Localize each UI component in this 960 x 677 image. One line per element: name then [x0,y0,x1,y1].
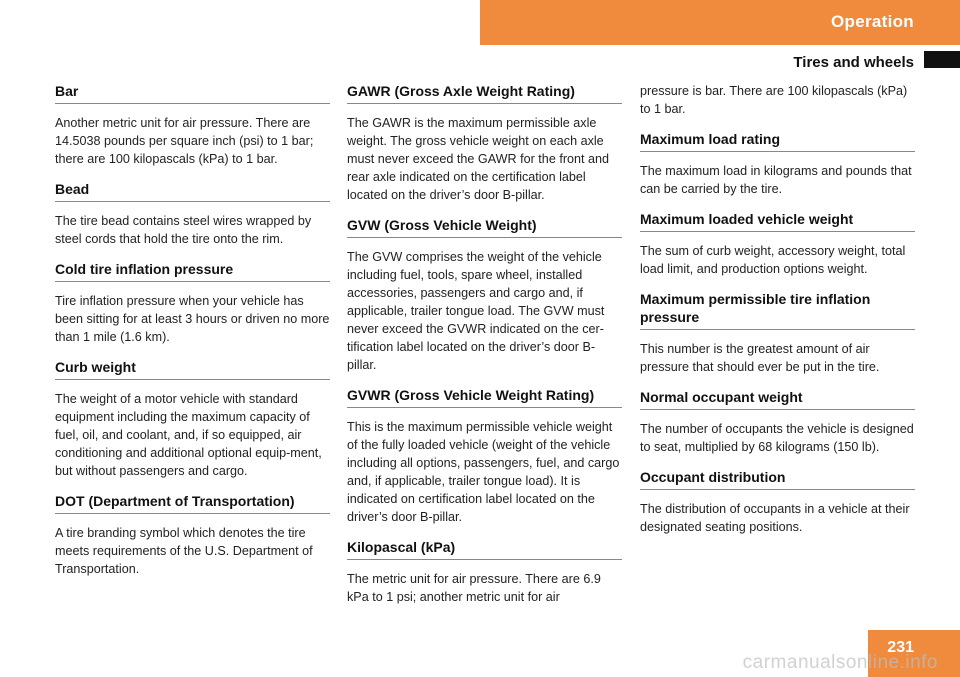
glossary-entry [55,492,330,578]
column-2 [347,82,622,618]
term-heading: Maximum permissible tire inflation pressure [640,290,915,330]
term-definition: The tire bead contains steel wires wrapped by steel cords that hold the tire onto the rim. [55,214,312,246]
term-definition: The number of occupants the vehicle is designed to seat, multiplied by 68 kilograms (150 lb). [640,422,914,454]
term-definition: The GVW comprises the weight of the vehicle including fuel, tools, spare wheel, installed accessories, passengers and cargo and, if applicable, trailer tongue load. The GVW must never exceed the GVWR indicated on the cer-tification label located on the driver’s door B-pillar. [347,250,605,372]
glossary-entry [640,468,915,536]
glossary-entry [55,358,330,480]
glossary-entry [640,130,915,198]
section-title: Operation [831,12,914,31]
term-definition: Tire inflation pressure when your vehicle has been sitting for at least 3 hours or driven no more than 1 mile (1.6 km). [55,294,330,344]
term-definition: The metric unit for air pressure. There are 6.9 kPa to 1 psi; another metric unit for air [347,572,601,604]
term-heading: Curb weight [55,358,330,380]
corner-marker [924,51,960,68]
term-definition: A tire branding symbol which denotes the tire meets requirements of the U.S. Department of Transportation. [55,526,313,576]
term-definition: The maximum load in kilograms and pounds that can be carried by the tire. [640,164,912,196]
column-1 [55,82,330,590]
glossary-entry [640,388,915,456]
glossary-entry [347,538,622,606]
term-heading: Occupant distribution [640,468,915,490]
term-heading: Bead [55,180,330,202]
glossary-entry [640,210,915,278]
page-subtitle: Tires and wheels [793,54,914,71]
term-heading: GVWR (Gross Vehicle Weight Rating) [347,386,622,408]
term-heading: DOT (Department of Transportation) [55,492,330,514]
term-heading: Maximum loaded vehicle weight [640,210,915,232]
term-definition: Another metric unit for air pressure. There are 14.5038 pounds per square inch (psi) to 1 bar; there are 100 kilopascals (kPa) to 1 bar. [55,116,314,166]
page-number: 231 [887,639,914,656]
header-tab [480,0,960,45]
glossary-entry [55,180,330,248]
glossary-entry [55,82,330,168]
continued-definition: pressure is bar. There are 100 kilopascals (kPa) to 1 bar. [640,84,908,116]
term-definition: The weight of a motor vehicle with standard equipment including the maximum capacity of fuel, oil, and coolant, and, if so equipped, air conditioning and additional optional equip-ment, but without passengers and cargo. [55,392,322,478]
term-heading: Normal occupant weight [640,388,915,410]
term-heading: GAWR (Gross Axle Weight Rating) [347,82,622,104]
term-heading: Maximum load rating [640,130,915,152]
term-definition: The sum of curb weight, accessory weight, total load limit, and production options weight. [640,244,906,276]
glossary-entry [55,260,330,346]
column-3 [640,82,915,548]
term-definition: The GAWR is the maximum permissible axle weight. The gross vehicle weight on each axle must never exceed the GAWR for the front and rear axle indicated on the certification label located on the driver’s door B-pillar. [347,116,610,202]
term-heading: GVW (Gross Vehicle Weight) [347,216,622,238]
glossary-entry [347,82,622,204]
term-heading: Bar [55,82,330,104]
term-heading: Kilopascal (kPa) [347,538,622,560]
glossary-entry [347,216,622,374]
term-heading: Cold tire inflation pressure [55,260,330,282]
term-definition: The distribution of occupants in a vehicle at their designated seating positions. [640,502,910,534]
glossary-entry [347,386,622,526]
glossary-entry [640,290,915,376]
watermark: carmanualsonline.info [742,652,938,673]
term-definition: This is the maximum permissible vehicle weight of the fully loaded vehicle (weight of the vehicle including all options, passengers, fuel, and cargo and, if applicable, trailer tongue load). It is indicated on certification label located on the driver’s door B-pillar. [347,420,620,524]
term-definition: This number is the greatest amount of air pressure that should ever be put in the tire. [640,342,880,374]
